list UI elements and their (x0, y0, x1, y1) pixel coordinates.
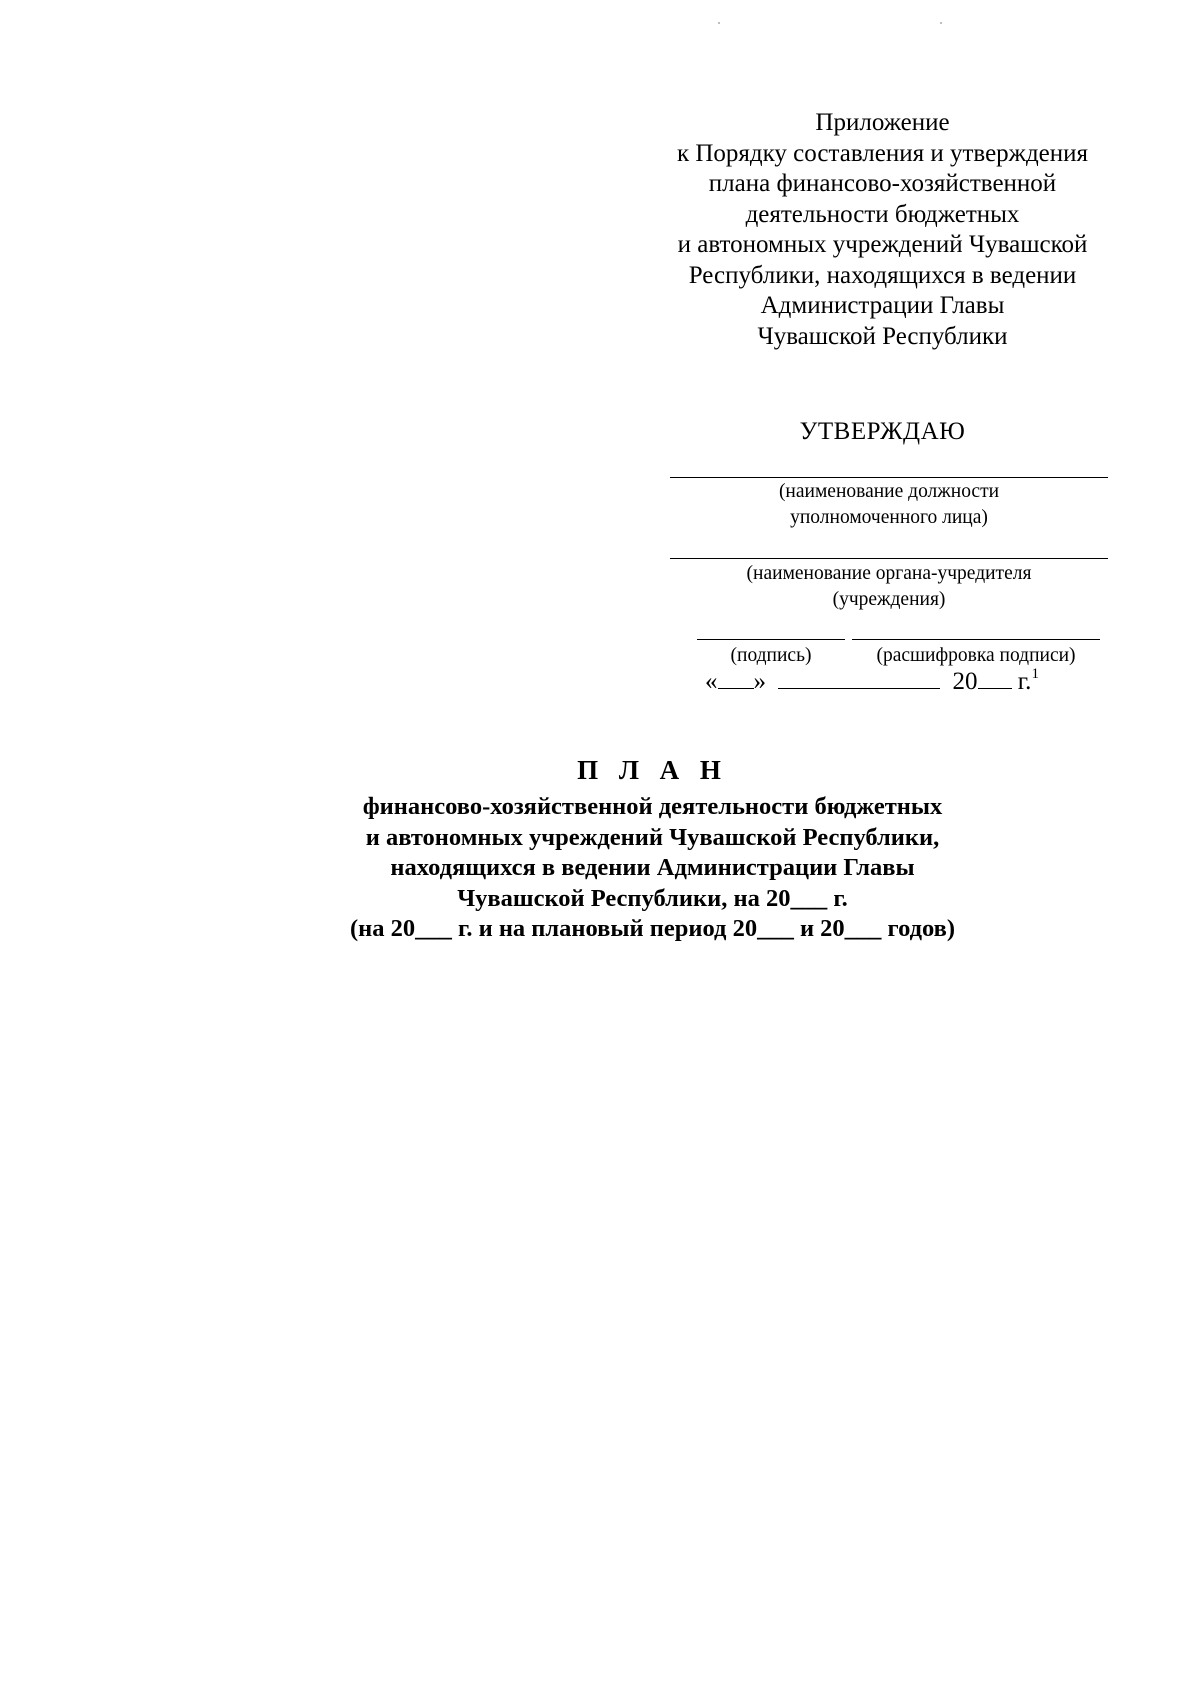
signature-decode-caption: (расшифровка подписи) (876, 645, 1076, 666)
position-caption-line: уполномоченного лица) (790, 507, 988, 528)
plan-subtitle-line: Чувашской Республики, на 20___ г. (457, 884, 848, 912)
date-open-quote: « (705, 668, 718, 695)
approval-date (705, 666, 1039, 696)
appendix-line: и автономных учреждений Чувашской (677, 231, 1088, 258)
signature-decode-line (852, 639, 1100, 640)
appendix-header (660, 108, 1105, 352)
appendix-line: Администрации Главы (760, 292, 1005, 319)
organ-caption (670, 561, 1108, 613)
appendix-line: деятельности бюджетных (745, 200, 1020, 228)
scan-speck (940, 22, 942, 24)
date-close-quote: » (753, 668, 766, 695)
plan-subtitle-line: (на 20___ г. и на плановый период 20___ и 20___ годов) (349, 915, 956, 942)
plan-subtitle (240, 792, 1065, 945)
signature-caption: (подпись) (730, 645, 812, 666)
date-year-prefix: 20 (952, 668, 978, 695)
appendix-line: к Порядку составления и утверждения (676, 139, 1089, 167)
plan-subtitle-line: и автономных учреждений Чувашской Республики, (365, 823, 940, 851)
plan-subtitle-line: финансово-хозяйственной деятельности бюджетных (362, 793, 943, 820)
appendix-line: Республики, находящихся в ведении (688, 261, 1077, 289)
organ-name-line (670, 558, 1108, 559)
appendix-line: Приложение (815, 109, 950, 136)
organ-caption-line: (наименование органа-учредителя (746, 563, 1032, 584)
position-caption-line: (наименование должности (778, 481, 1000, 502)
position-signature-line (670, 477, 1108, 478)
appendix-line: плана финансово-хозяйственной (708, 170, 1057, 197)
date-year-blank (978, 666, 1012, 689)
approval-heading: УТВЕРЖДАЮ (799, 418, 966, 445)
position-caption (670, 479, 1108, 531)
date-year-suffix: г. (1017, 668, 1032, 695)
signature-line (697, 639, 845, 640)
date-day-blank (718, 666, 754, 689)
plan-subtitle-line: находящихся в ведении Администрации Главы (390, 854, 915, 881)
footnote-mark: 1 (1031, 666, 1039, 682)
organ-caption-line: (учреждения) (832, 589, 946, 610)
appendix-line: Чувашской Республики (757, 322, 1008, 350)
date-month-blank (778, 666, 940, 689)
plan-title: П Л А Н (577, 755, 728, 785)
scan-speck (718, 22, 720, 24)
